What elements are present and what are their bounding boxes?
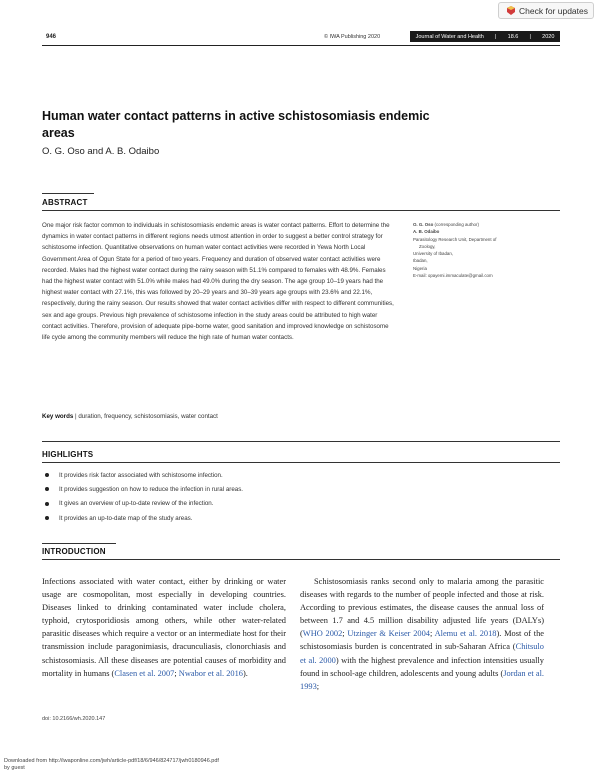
check-for-updates-label: Check for updates xyxy=(519,5,588,16)
doi[interactable]: doi: 10.2166/wh.2020.147 xyxy=(42,716,106,722)
highlights-top-rule xyxy=(42,441,560,442)
citation-link[interactable]: Chitsulo et al. 2000 xyxy=(300,642,544,665)
list-item: It gives an overview of up-to-date review of the infection. xyxy=(42,497,542,511)
citation-link[interactable]: Clasen et al. 2007 xyxy=(114,668,175,678)
article-authors: O. G. Oso and A. B. Odaibo xyxy=(42,146,160,157)
list-item: It provides risk factor associated with schistosome infection. xyxy=(42,468,542,482)
abstract-heading: ABSTRACT xyxy=(42,198,88,207)
publisher-copyright: © IWA Publishing 2020 xyxy=(324,34,381,40)
bullet-icon xyxy=(45,487,49,491)
introduction-column-1: Infections associated with water contact, either by drinking or water usage are cosmopolitan, most especially in developing countries. Diseases linked to drinking contaminated water include cholera, typhoid, crytosporidiosis among others, while other water-related parasitic diseases which require a vector or an intermediate host for their transmission include paragonimiasis, dracunculiasis, clonorchiasis and schistosomiasis. All these diseases are potential causes of morbidity and mortality in humans (Clasen et al. 2007; Nwabor et al. 2016). xyxy=(42,577,286,678)
corr-unit: Parasitology Research Unit, Department of xyxy=(413,236,497,242)
corr-country: Nigeria xyxy=(413,265,427,271)
introduction-column-2: Schistosomiasis ranks second only to malaria among the parasitic diseases with regards to the number of people infected and those at risk. According to previous estimates, the disease causes the annual loss of between 1.7 and 4.5 million disability adjusted life years (DALYs) (WHO 2002; Utzinger & Keiser 2004; Alemu et al. 2018). Most of the schistosomiasis burden is concentrated in sub-Saharan Africa (Chitsulo et al. 2000) with the highest prevalence and infection intensities usually found in school-age children, adolescents and young adults (Jordan et al. 1993; xyxy=(300,577,544,691)
highlights-list xyxy=(42,468,542,525)
list-item: It provides suggestion on how to reduce the infection in rural areas. xyxy=(42,482,542,496)
keywords: Key words | duration, frequency, schistosomiasis, water contact xyxy=(42,413,218,420)
journal-banner: Journal of Water and Health | 18.6 | 2020 xyxy=(410,31,560,42)
corr-city: Ibadan, xyxy=(413,258,428,264)
corr-author-1: O. G. Oso xyxy=(413,222,434,227)
abstract-rule xyxy=(42,193,94,194)
corr-author-note: (corresponding author) xyxy=(434,222,479,227)
journal-volume: 18.6 xyxy=(507,33,519,40)
bullet-icon xyxy=(45,473,49,477)
journal-name: Journal of Water and Health xyxy=(415,33,484,40)
citation-link[interactable]: Nwabor et al. 2016 xyxy=(178,668,243,678)
download-notice: Downloaded from http://iwaponline.com/jwh/article-pdf/18/6/946/824717/jwh0180946.pdf by guest xyxy=(4,758,219,771)
corr-university: University of Ibadan, xyxy=(413,251,454,257)
citation-link[interactable]: Utzinger & Keiser 2004 xyxy=(347,629,430,639)
keywords-label: Key words xyxy=(42,413,74,420)
correspondence-block xyxy=(413,221,563,279)
corr-email[interactable]: E-mail: opayemi.immaculate@gmail.com xyxy=(413,273,493,279)
introduction-rule xyxy=(42,543,116,544)
corr-dept: Zoology, xyxy=(419,243,436,249)
introduction-heading: INTRODUCTION xyxy=(42,547,106,556)
abstract-text: One major risk factor common to individuals in schistosomiasis endemic areas is water contact patterns. Effort to determine the dynamics in water contact patterns in different regions needs utmost attention in order to suggest a better control strategy for schistosome infection. Quantitative observations on human water contact activities were recorded in Yewa North Local Government Area of Ogun State for a period of two years. Frequency and duration of observed water contact activities were recorded. Males had the highest water contact during the rainy season with 51.1% compared to females with 48.9%. Females had the highest water contact with 51.0% while males had 49.0% during the dry season. The age group 10–19 years had the highest water contact with 27.1%, this was followed by 20–29 years and 30–39 years age groups with 23.6% and 22.1%, respectively, during the rainy season. Our results showed that water contact activities differ with respect to different communities, sex and age groups. Previous high prevalence of schistosome infection in the study areas could be attributed to high water contact activities. Therefore, provision of adequate pipe-borne water, good sanitation and improved knowledge on schistosome life cycle among the community members will reduce the high rate of human water contacts. xyxy=(42,222,394,342)
introduction-underline xyxy=(42,559,560,560)
citation-link[interactable]: WHO 2002 xyxy=(302,629,343,639)
article-title: Human water contact patterns in active schistosomiasis endemic areas xyxy=(42,109,430,140)
check-for-updates-button[interactable] xyxy=(498,2,594,19)
bullet-icon xyxy=(45,516,49,520)
list-item: It provides an up-to-date map of the study areas. xyxy=(42,511,542,525)
crossmark-icon xyxy=(507,6,515,15)
citation-link[interactable]: Jordan et al. 1993 xyxy=(300,668,544,691)
bullet-icon xyxy=(45,502,49,506)
page-number: 946 xyxy=(46,34,57,40)
highlights-heading: HIGHLIGHTS xyxy=(42,450,94,459)
journal-year: 2020 xyxy=(542,33,555,40)
highlights-underline xyxy=(42,462,560,463)
header-rule xyxy=(42,45,560,46)
keywords-list: duration, frequency, schistosomiasis, water contact xyxy=(78,413,218,420)
citation-link[interactable]: Alemu et al. 2018 xyxy=(434,629,497,639)
abstract-underline xyxy=(42,210,560,211)
corr-author-2: A. B. Odaibo xyxy=(413,229,440,235)
